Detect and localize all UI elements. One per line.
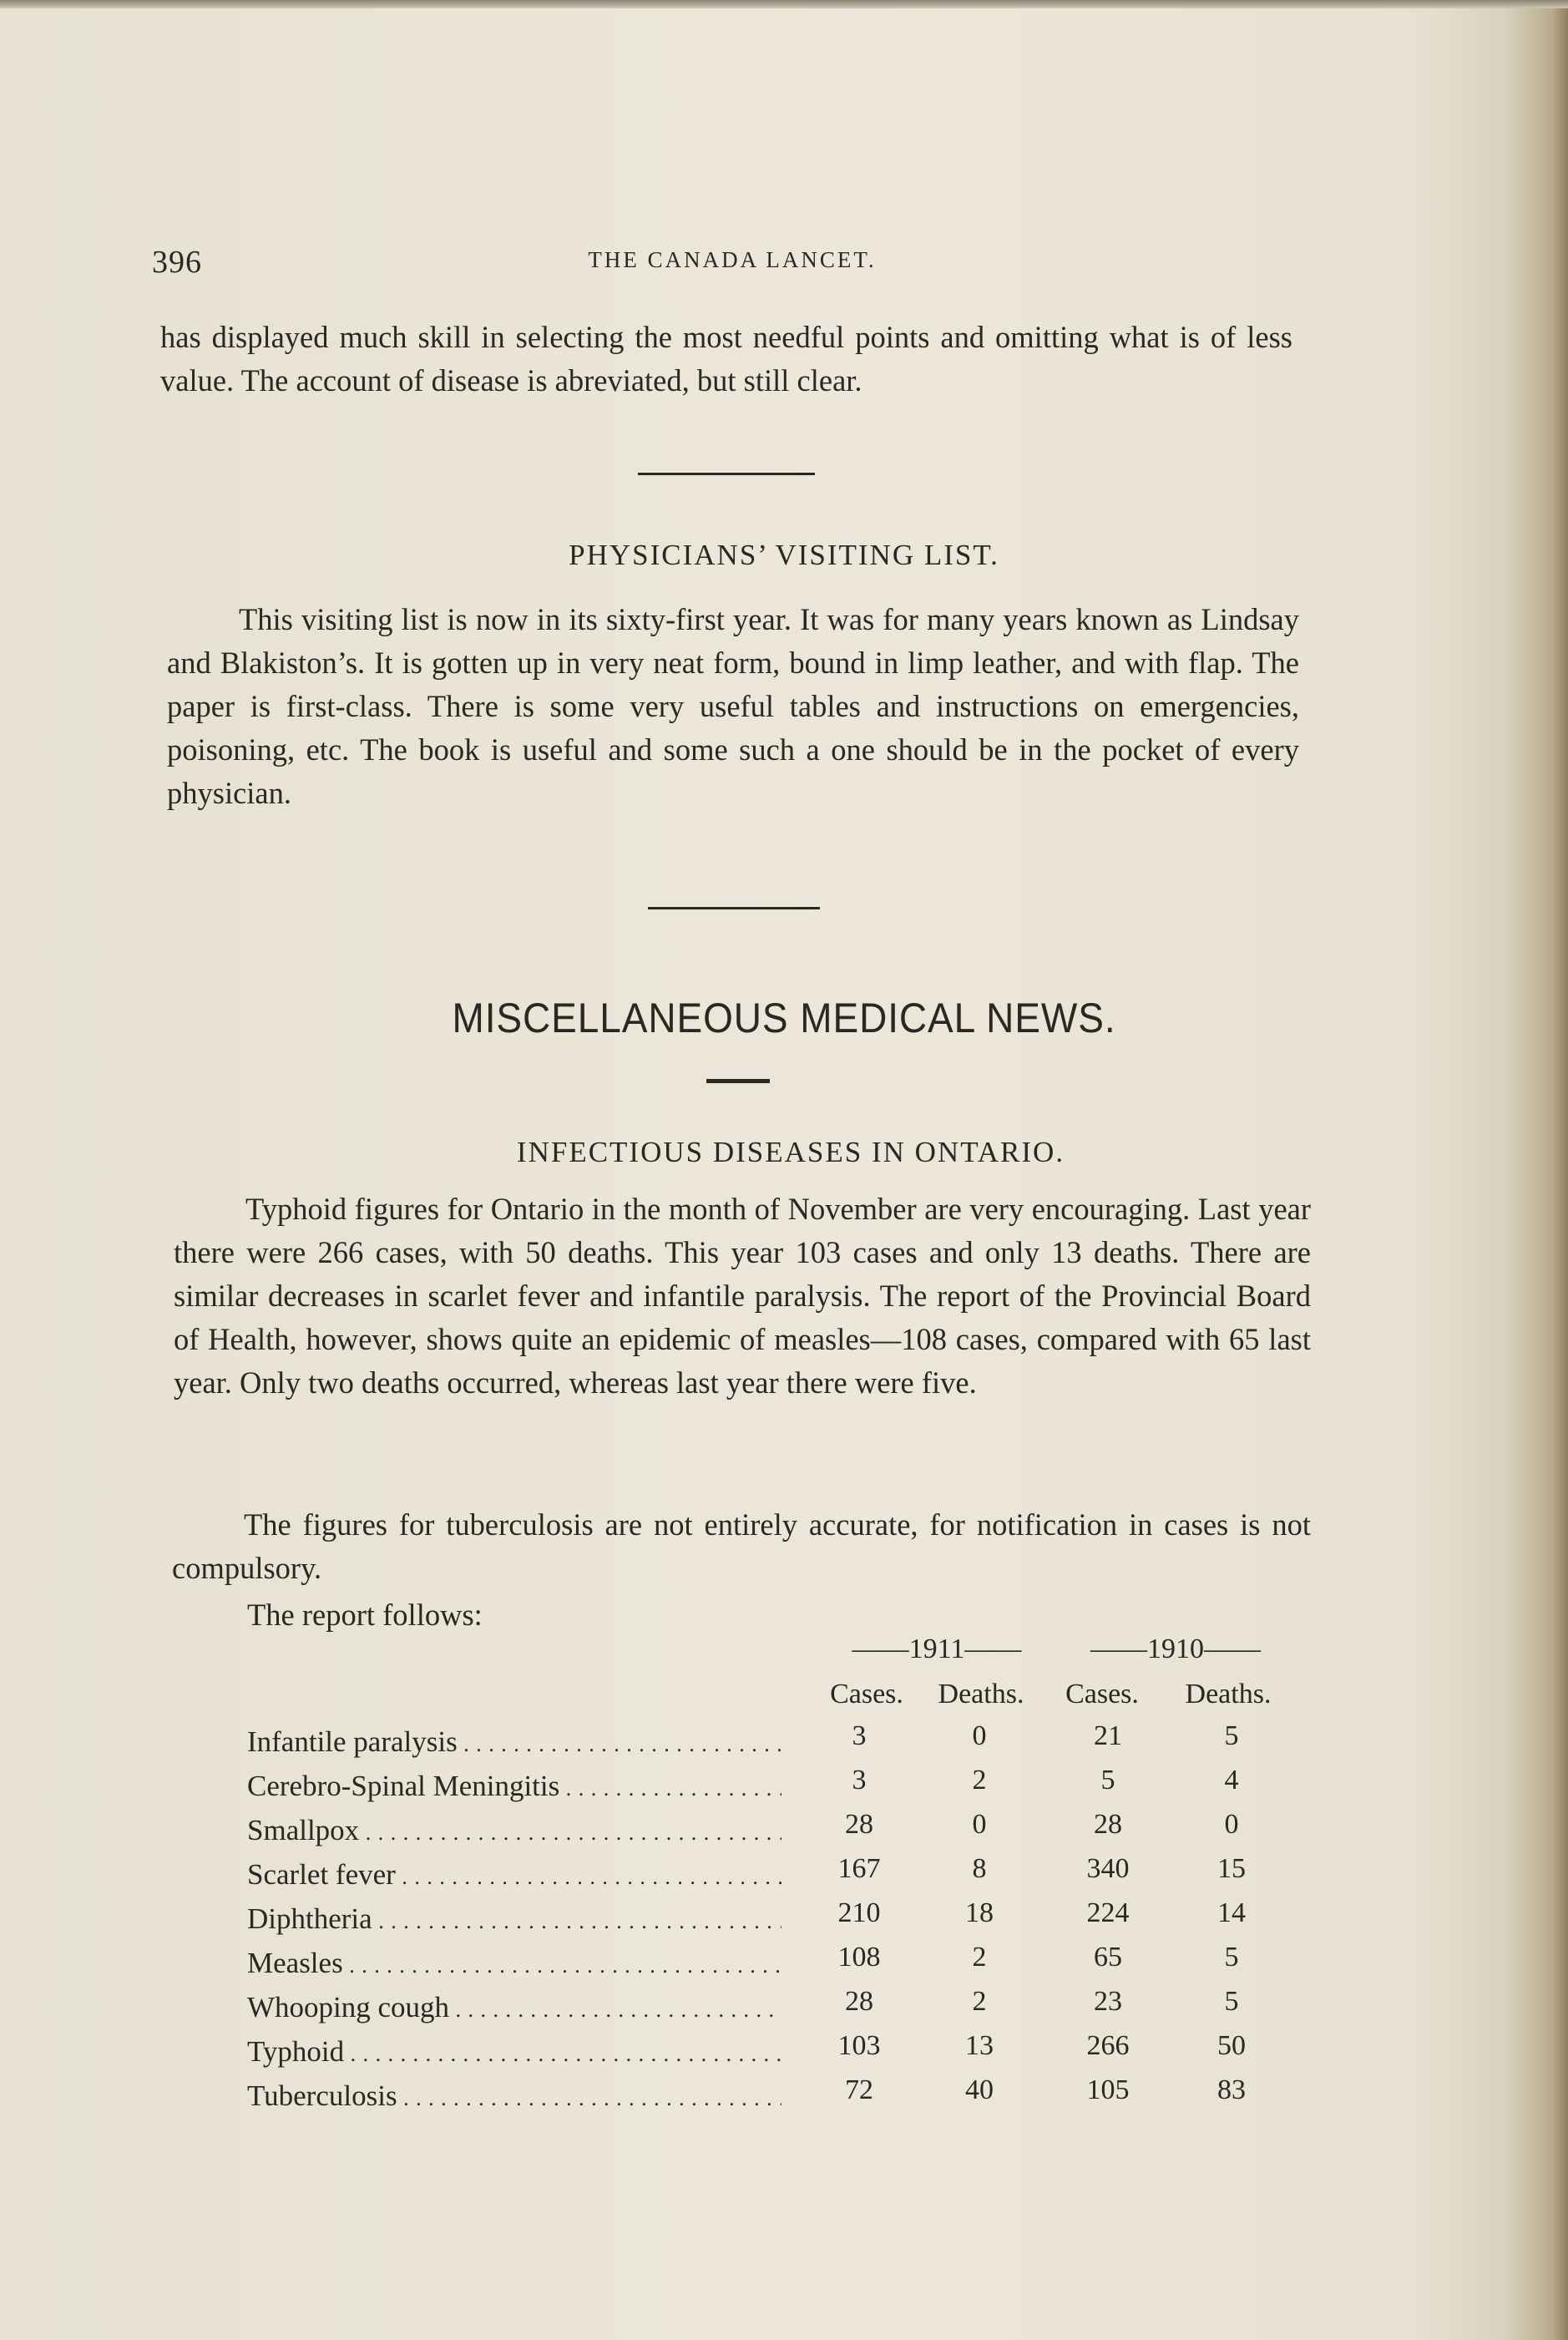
table-row [247, 1720, 1316, 1769]
cases-1910: 105 [1086, 2074, 1130, 2105]
table-row [247, 1942, 1316, 1990]
section-divider [638, 473, 815, 475]
deaths-1910: 50 [1217, 2030, 1246, 2061]
column-header-deaths-1911: Deaths. [938, 1679, 1024, 1709]
disease-name: Typhoid . . . [247, 2035, 781, 2069]
deaths-1910: 0 [1224, 1809, 1239, 1840]
deaths-1911: 2 [972, 1765, 987, 1796]
cases-1910: 65 [1094, 1942, 1122, 1973]
column-header-cases-1911: Cases. [830, 1679, 903, 1709]
journal-title: THE CANADA LANCET. [588, 247, 877, 272]
running-head [152, 244, 1313, 286]
cases-1910: 266 [1086, 2030, 1130, 2061]
deaths-1910: 4 [1224, 1765, 1239, 1796]
cases-1910: 23 [1094, 1986, 1122, 2017]
table-row [247, 1986, 1316, 2034]
year-header-1911: ——1911—— [852, 1633, 1022, 1664]
deaths-1910: 14 [1217, 1897, 1246, 1928]
disease-name: Cerebro-Spinal Meningitis . . . [247, 1770, 781, 1803]
cases-1910: 21 [1094, 1720, 1122, 1751]
cases-1911: 3 [852, 1765, 867, 1796]
cases-1911: 103 [837, 2030, 881, 2061]
intro-paragraph: has displayed much skill in selecting the most needful points and omitting what is of less value. The account of disease is abreviated, but still clear. [160, 320, 1292, 398]
cases-1911: 28 [845, 1986, 873, 2017]
table-row [247, 1809, 1316, 1857]
title-underline [706, 1079, 770, 1083]
table-row [247, 1897, 1316, 1946]
disease-name: Smallpox . . . [247, 1814, 781, 1847]
page-number: 396 [152, 245, 202, 280]
section-title: MISCELLANEOUS MEDICAL NEWS. [452, 995, 1116, 1041]
disease-name: Measles . . . [247, 1947, 781, 1980]
deaths-1911: 0 [972, 1720, 987, 1751]
disease-name: Infantile paralysis . . . [247, 1725, 781, 1759]
cases-1911: 3 [852, 1720, 867, 1751]
disease-name: Tuberculosis . . . [247, 2079, 781, 2113]
cases-1910: 5 [1100, 1765, 1115, 1796]
deaths-1910: 5 [1224, 1986, 1239, 2017]
deaths-1911: 8 [972, 1853, 987, 1884]
section-divider [648, 907, 820, 909]
table-row [247, 2030, 1316, 2079]
deaths-1910: 15 [1217, 1853, 1246, 1884]
column-header-cases-1910: Cases. [1065, 1679, 1139, 1709]
visiting-list-title: PHYSICIANS’ VISITING LIST. [569, 539, 999, 571]
visiting-list-paragraph: This visiting list is now in its sixty-first year. It was for many years known as Lindsay and Blakiston’s. It is gotten up in very neat form, bound in limp leather, and with flap. The paper is first-class. There is some very useful tables and instructions on emergencies, poisoning, etc. The book is useful and some such a one should be in the pocket of every physician. [167, 602, 1299, 810]
table-row [247, 1765, 1316, 1813]
year-header-1910: ——1910—— [1090, 1633, 1261, 1664]
deaths-1911: 13 [965, 2030, 994, 2061]
page-top-edge [0, 0, 1568, 8]
deaths-1910: 5 [1224, 1942, 1239, 1973]
disease-name: Whooping cough . . . [247, 1991, 781, 2024]
column-header-deaths-1910: Deaths. [1185, 1679, 1272, 1709]
deaths-1910: 5 [1224, 1720, 1239, 1751]
cases-1911: 28 [845, 1809, 873, 1840]
infectious-paragraph-1: Typhoid figures for Ontario in the month of November are very encouraging. Last year there were 266 cases, with 50 deaths. This year 103 cases and only 13 deaths. There are similar decreases in scarlet fever and infantile paralysis. The report of the Provincial Board of Health, however, shows quite an epidemic of measles—108 cases, compared with 65 last year. Only two deaths occurred, whereas last year there were five. [174, 1192, 1311, 1400]
cases-1911: 108 [837, 1942, 881, 1973]
cases-1911: 210 [837, 1897, 881, 1928]
deaths-1911: 0 [972, 1809, 987, 1840]
cases-1910: 224 [1086, 1897, 1130, 1928]
cases-1911: 72 [845, 2074, 873, 2105]
table-row [247, 2074, 1316, 2123]
deaths-1911: 2 [972, 1942, 987, 1973]
deaths-1911: 18 [965, 1897, 994, 1928]
infectious-diseases-title: INFECTIOUS DISEASES IN ONTARIO. [516, 1136, 1065, 1168]
infectious-paragraph-3: The report follows: [247, 1598, 483, 1632]
deaths-1911: 40 [965, 2074, 994, 2105]
cases-1910: 28 [1094, 1809, 1122, 1840]
deaths-1911: 2 [972, 1986, 987, 2017]
disease-name: Scarlet fever . . . [247, 1858, 781, 1892]
cases-1910: 340 [1086, 1853, 1130, 1884]
infectious-paragraph-2: The figures for tuberculosis are not entirely accurate, for notification in cases is not compulsory. [172, 1507, 1311, 1585]
cases-1911: 167 [837, 1853, 881, 1884]
deaths-1910: 83 [1217, 2074, 1246, 2105]
table-row [247, 1853, 1316, 1902]
disease-name: Diphtheria . . . [247, 1902, 781, 1936]
